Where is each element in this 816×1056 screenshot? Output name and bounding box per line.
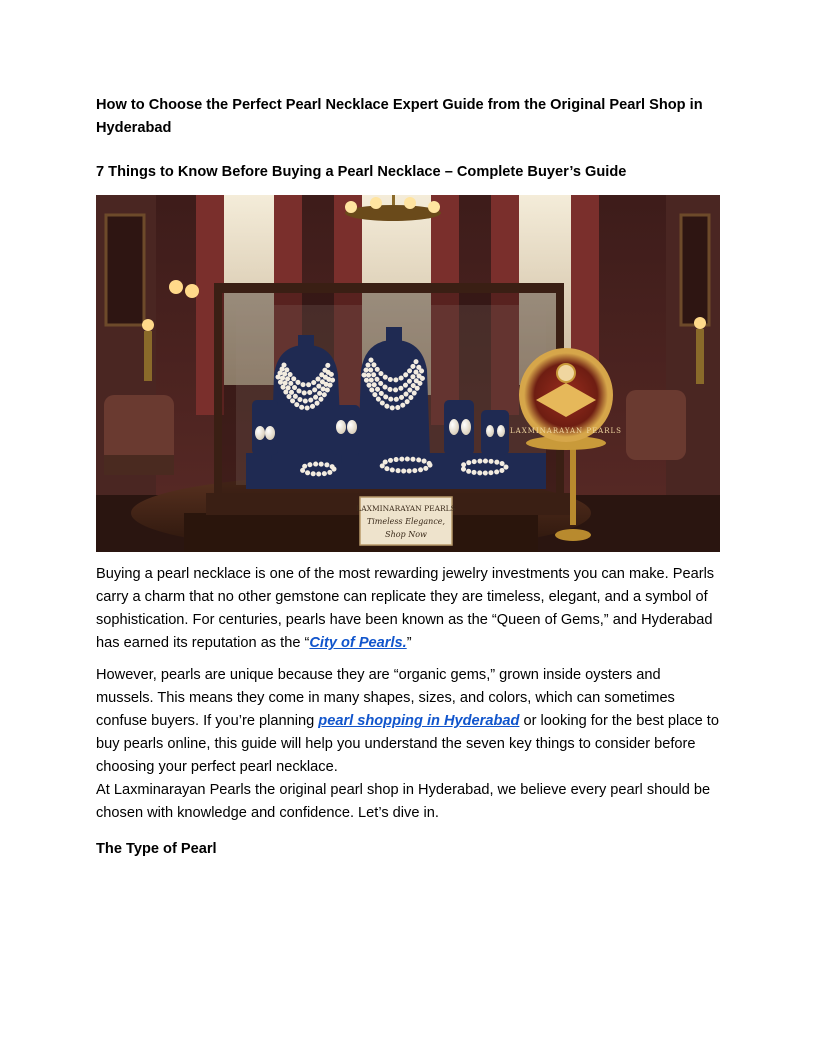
city-of-pearls-link[interactable]: City of Pearls. bbox=[309, 635, 407, 651]
badge-text: LAXMINARAYAN PEARLS bbox=[510, 427, 622, 435]
paragraph-organic-gems-rest: or looking for the best place to buy pearls online, this guide will help you understand the seven key things to consider before choosing your perfect pearl necklace. bbox=[96, 713, 719, 775]
section-heading-type-of-pearl: The Type of Pearl bbox=[96, 841, 217, 857]
paragraph-laxminarayan: At Laxminarayan Pearls the original pearl shop in Hyderabad, we believe every pearl should be chosen with knowledge and confidence. Let’s dive in. bbox=[96, 782, 711, 821]
document-title: How to Choose the Perfect Pearl Necklace Expert Guide from the Original Pearl Shop in Hyderabad bbox=[96, 97, 703, 136]
paragraph-intro-close: ” bbox=[406, 635, 412, 651]
paragraph-organic-gems-text: However, pearls are unique because they are “organic gems,” grown inside oysters and mussels. This means they come in many shapes, sizes, and colors, which can sometimes confuse buyers. If you’re planning bbox=[96, 667, 675, 729]
pearl-shopping-hyderabad-link[interactable]: pearl shopping in Hyderabad bbox=[318, 713, 520, 729]
sign-line-3: Shop Now bbox=[385, 530, 427, 539]
document-page bbox=[96, 94, 720, 861]
document-subtitle: 7 Things to Know Before Buying a Pearl Necklace – Complete Buyer’s Guide bbox=[96, 164, 627, 180]
hero-image-pearl-showcase bbox=[96, 195, 720, 552]
paragraph-intro-text: Buying a pearl necklace is one of the most rewarding jewelry investments you can make. Pearls carry a charm that no other gemstone can replicate they are timeless, elegant, and a symbol of sophistication. For centuries, pearls have been known as the “Queen of Gems,” and Hyderabad has earned its reputation as the “ bbox=[96, 566, 715, 651]
sign-line-2: Timeless Elegance, bbox=[366, 517, 446, 526]
paragraph-organic-gems bbox=[96, 664, 720, 779]
sign-line-1: LAXMINARAYAN PEARLS bbox=[356, 504, 456, 513]
paragraph-intro bbox=[96, 563, 720, 655]
